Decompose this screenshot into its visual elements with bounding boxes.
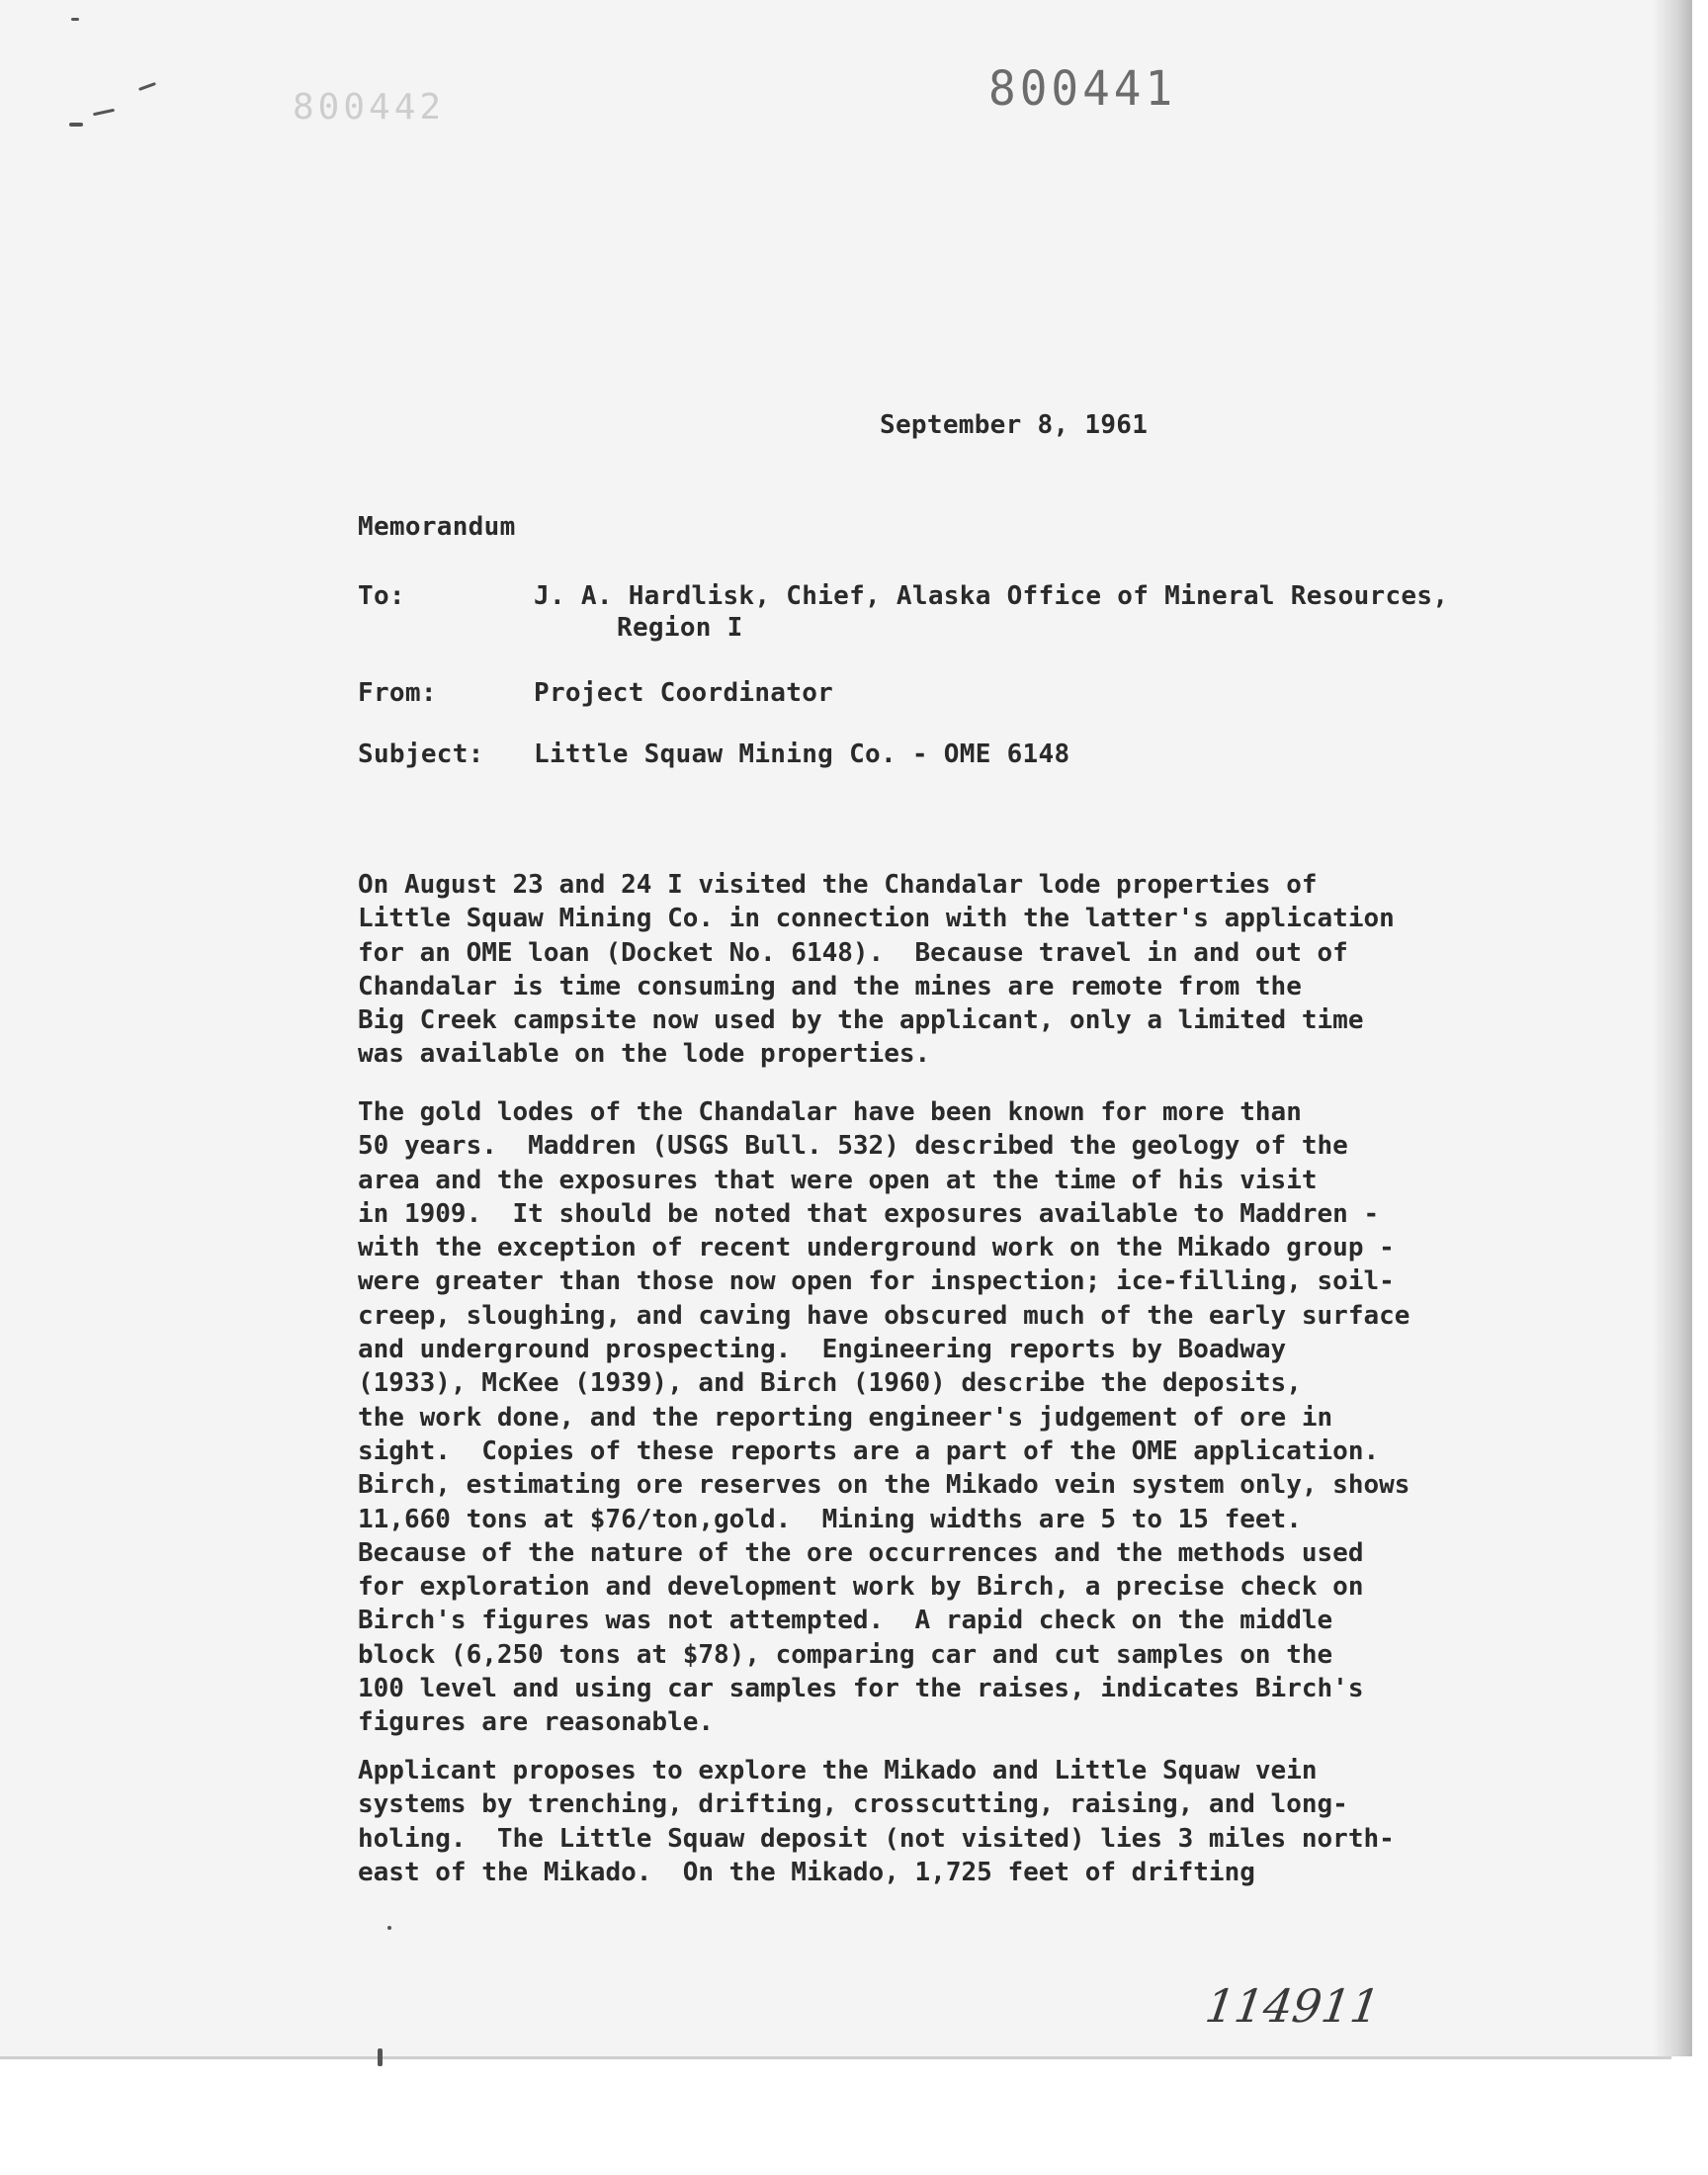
text-line: for an OME loan (Docket No. 6148). Because travel in and out of [358,937,1348,968]
memo-type: Memorandum [358,512,516,542]
stray-mark [387,1926,391,1930]
text-line: Because of the nature of the ore occurrences and the methods used [358,1537,1364,1568]
subject-value: Little Squaw Mining Co. - OME 6148 [534,740,1070,769]
text-line: Chandalar is time consuming and the mines are remote from the [358,971,1302,1001]
faint-document-number: 800442 [293,87,446,128]
stray-mark [378,2048,383,2066]
text-line: Birch, estimating ore reserves on the Mikado vein system only, shows [358,1470,1410,1501]
text-line: On August 23 and 24 I visited the Chandalar lode properties of [358,870,1318,900]
from-label: From: [358,678,437,708]
text-line: figures are reasonable. [358,1707,715,1738]
from-value: Project Coordinator [534,678,834,708]
text-line: Little Squaw Mining Co. in connection with the latter's application [358,904,1395,934]
text-line: and underground prospecting. Engineering reports by Boadway [358,1335,1287,1365]
text-line: 11,660 tons at $76/ton,gold. Mining widths are 5 to 15 feet. [358,1504,1302,1534]
text-line: in 1909. It should be noted that exposures available to Maddren - [358,1198,1380,1229]
text-line: block (6,250 tons at $78), comparing car and cut samples on the [358,1639,1333,1670]
body-paragraph-2 [358,1095,1409,1740]
text-line: systems by trenching, drifting, crosscutting, raising, and long- [358,1789,1348,1820]
text-line: Applicant proposes to explore the Mikado and Little Squaw vein [358,1756,1318,1785]
text-line: The gold lodes of the Chandalar have been known for more than [358,1097,1302,1127]
text-line: (1933), McKee (1939), and Birch (1960) describe the deposits, [358,1368,1302,1399]
page-edge-shadow [1653,0,1692,2056]
text-line: creep, sloughing, and caving have obscured much of the early surface [358,1300,1410,1331]
handwritten-number: 114911 [1202,1979,1384,2033]
to-label: To: [358,581,405,611]
body-paragraph-3 [358,1754,1395,1889]
text-line: with the exception of recent underground work on the Mikado group - [358,1233,1395,1263]
memo-date: September 8, 1961 [880,410,1149,440]
subject-label: Subject: [358,740,484,769]
stray-mark [69,123,83,127]
text-line: the work done, and the reporting engineer's judgement of ore in [358,1402,1333,1433]
text-line: area and the exposures that were open at the time of his visit [358,1165,1318,1195]
text-line: were greater than those now open for inspection; ice-filling, soil- [358,1266,1395,1297]
to-recipient-line-1: J. A. Hardlisk, Chief, Alaska Office of Mineral Resources, [534,581,1449,611]
text-line: holing. The Little Squaw deposit (not visited) lies 3 miles north- [358,1823,1395,1854]
body-paragraph-1 [358,868,1395,1072]
text-line: 100 level and using car samples for the raises, indicates Birch's [358,1674,1364,1704]
to-recipient-line-2: Region I [617,613,743,643]
document-number: 800441 [988,59,1177,117]
text-line: 50 years. Maddren (USGS Bull. 532) described the geology of the [358,1131,1348,1162]
text-line: Big Creek campsite now used by the applicant, only a limited time [358,1005,1364,1036]
text-line: was available on the lode properties. [358,1039,931,1070]
text-line: Birch's figures was not attempted. A rapid check on the middle [358,1606,1333,1636]
text-line: east of the Mikado. On the Mikado, 1,725 feet of drifting [358,1857,1255,1887]
text-line: sight. Copies of these reports are a part of the OME application. [358,1436,1380,1466]
stray-mark [71,18,79,21]
text-line: for exploration and development work by Birch, a precise check on [358,1572,1364,1603]
